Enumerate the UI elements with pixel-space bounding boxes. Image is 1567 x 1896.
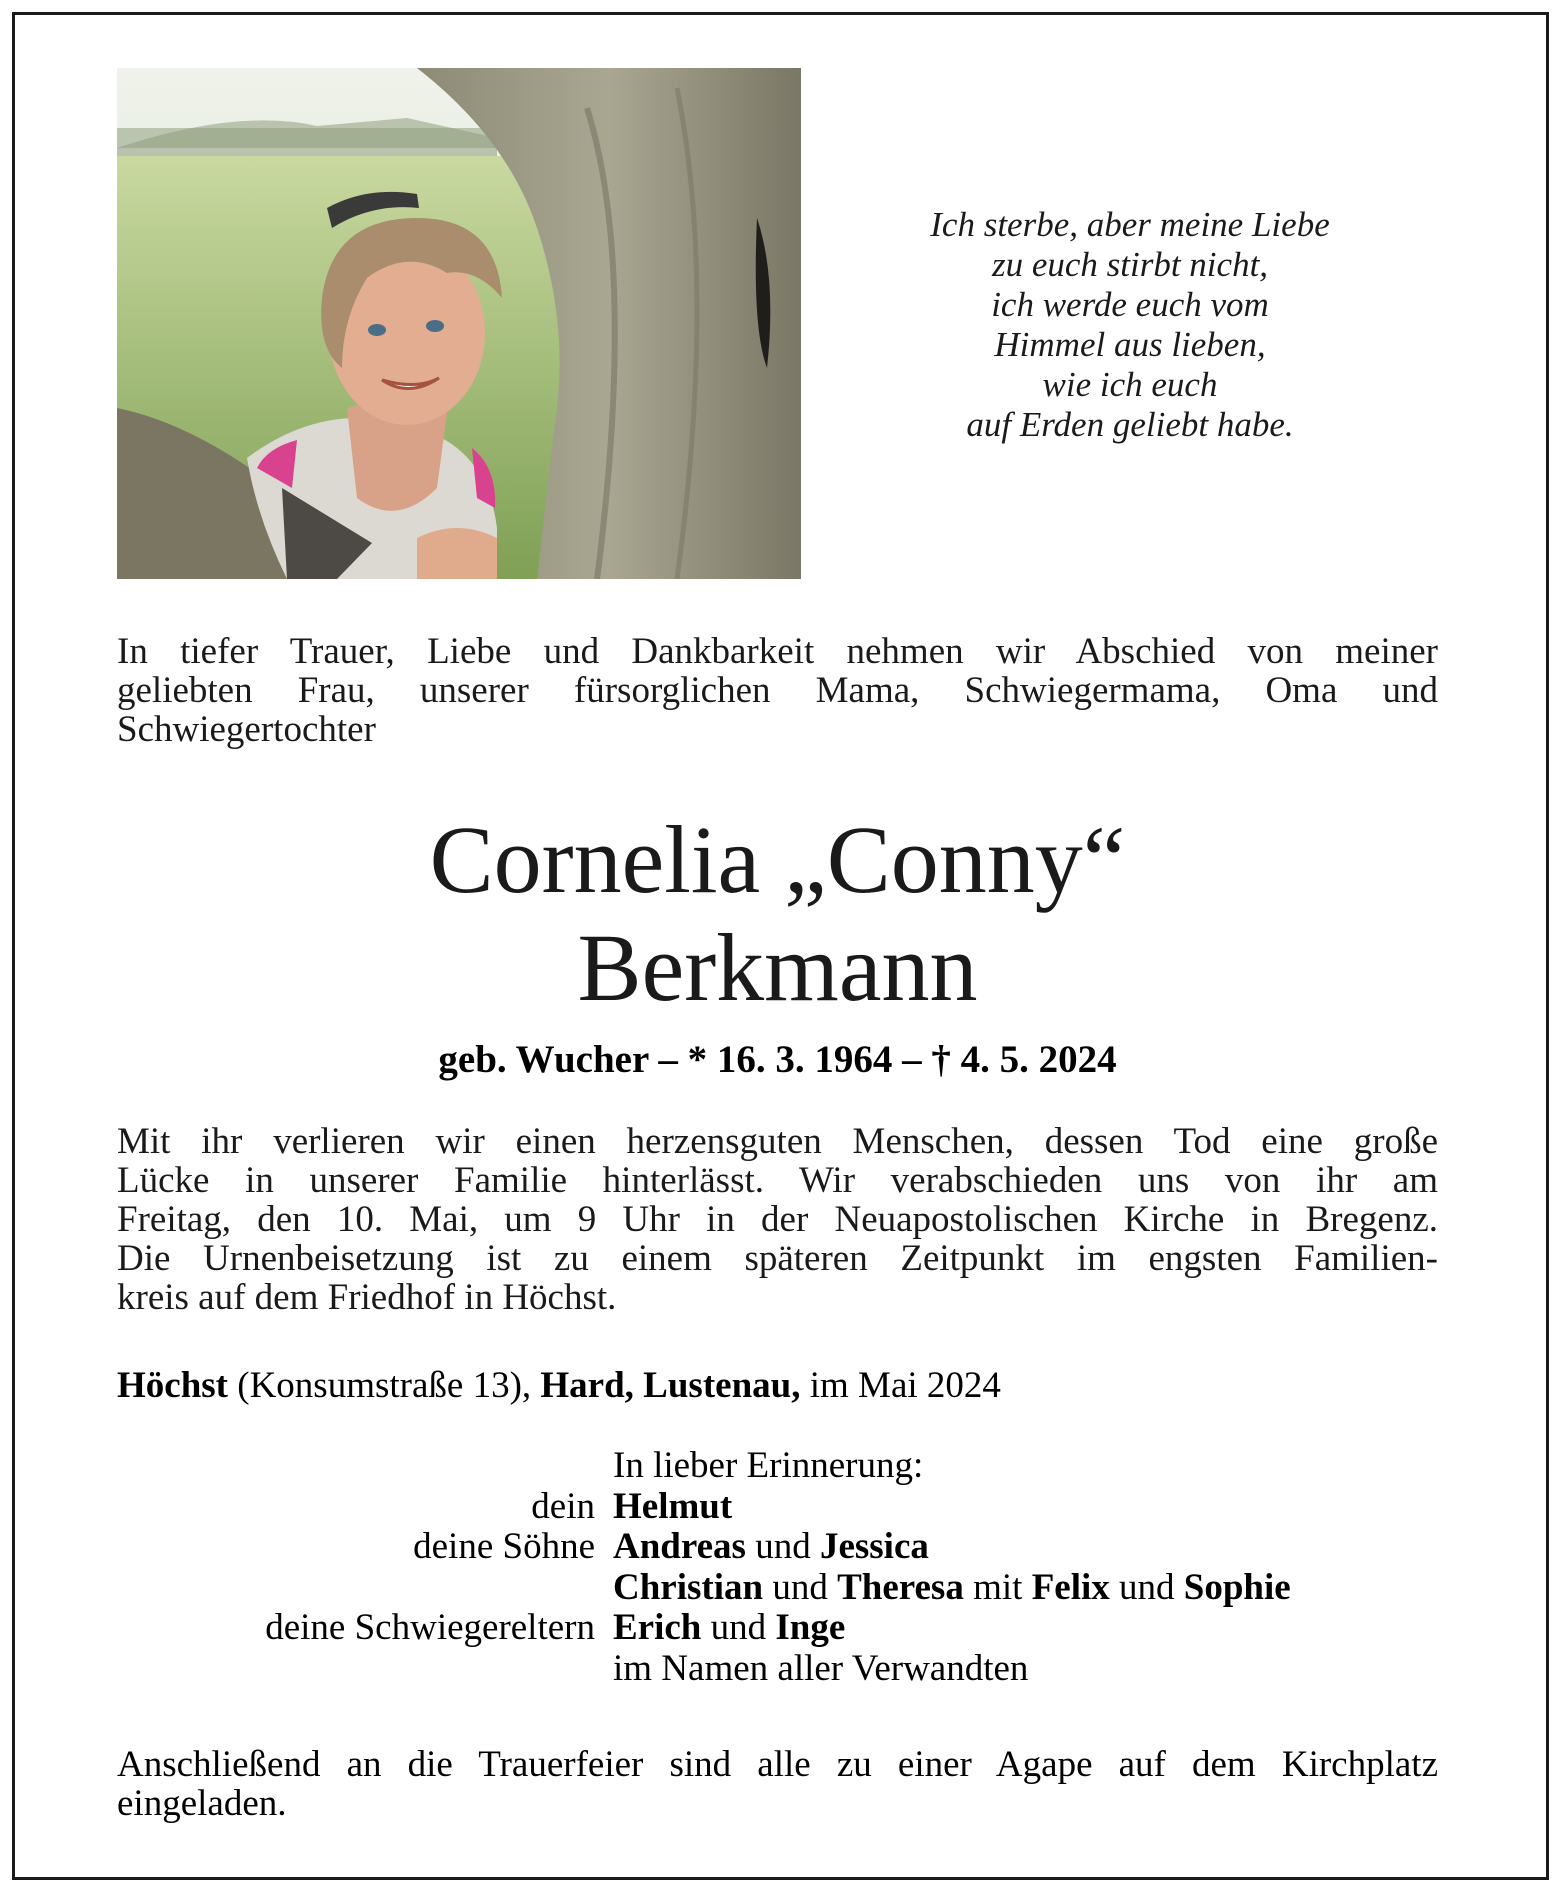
poem-line: auf Erden geliebt habe. [966, 405, 1294, 444]
outro-line: Anschließend an die Trauerfeier sind alle zu einer Agape auf dem Kirchplatz [117, 1744, 1438, 1785]
mourner-name: Helmut [613, 1485, 733, 1527]
announcement-line: kreis auf dem Friedhof in Höchst. [117, 1277, 617, 1318]
announcement-line: Freitag, den 10. Mai, um 9 Uhr in der Neuapostolischen Kirche in Bregenz. [117, 1199, 1438, 1240]
intro-line: geliebten Frau, unserer fürsorglichen Mama, Schwiegermama, Oma und [117, 670, 1438, 711]
poem-line: wie ich euch [1042, 365, 1218, 404]
outro-line: eingeladen. [117, 1783, 287, 1824]
place-date: im Mai 2024 [800, 1365, 1001, 1406]
signoff-heading-row [117, 1446, 1438, 1487]
mourner-row-relatives [117, 1649, 1438, 1690]
conjunction: und [1119, 1566, 1175, 1608]
mourner-name: Christian [613, 1566, 764, 1608]
announcement-line: Lücke in unserer Familie hinterlässt. Wir verabschieden uns von ihr am [117, 1160, 1438, 1201]
conjunction: mit [973, 1566, 1023, 1608]
intro-paragraph [117, 632, 1438, 749]
relatives-note: im Namen aller Verwandten [613, 1647, 1029, 1689]
announcement-paragraph [117, 1122, 1438, 1317]
relation-label: deine Schwiegereltern [265, 1607, 595, 1648]
mourner-name: Sophie [1183, 1566, 1291, 1608]
mourner-row-sons-2 [117, 1568, 1438, 1609]
announcement-line: Die Urnenbeisetzung ist zu einem späteren Zeitpunkt im engsten Familien- [117, 1238, 1438, 1279]
conjunction: und [772, 1566, 828, 1608]
deceased-name-line2: Berkmann [577, 914, 978, 1021]
portrait-illustration [117, 68, 801, 579]
conjunction: und [710, 1607, 767, 1648]
mourner-row-husband [117, 1487, 1438, 1528]
poem-line: ich werde euch vom [991, 285, 1269, 324]
place-towns2: Hard, Lustenau, [540, 1365, 801, 1406]
relation-label: deine Söhne [413, 1526, 595, 1567]
mourner-name: Erich [613, 1607, 702, 1648]
place-date-line [117, 1364, 1438, 1408]
relation-label: dein [531, 1485, 595, 1527]
portrait-photo [117, 68, 801, 579]
memorial-poem [880, 205, 1380, 445]
agape-invitation [117, 1745, 1438, 1823]
deceased-name [117, 806, 1438, 1022]
deceased-name-line1: Cornelia „Conny“ [429, 806, 1126, 913]
mourner-row-sons [117, 1527, 1438, 1568]
place-address: (Konsumstraße 13), [228, 1365, 541, 1406]
signoff-heading: In lieber Erinnerung: [613, 1445, 924, 1486]
birth-death-dates: geb. Wucher – * 16. 3. 1964 – † 4. 5. 2024 [438, 1038, 1117, 1081]
mourner-row-inlaws [117, 1608, 1438, 1649]
mourner-name: Felix [1031, 1566, 1110, 1608]
mourner-name: Andreas [613, 1526, 746, 1567]
poem-line: zu euch stirbt nicht, [991, 245, 1269, 284]
intro-line: Schwiegertochter [117, 709, 376, 750]
mourner-name: Inge [775, 1607, 846, 1648]
conjunction: und [755, 1526, 811, 1567]
place-town1: Höchst [117, 1365, 228, 1406]
mourners-list [117, 1446, 1438, 1689]
mourner-name: Jessica [819, 1526, 929, 1567]
poem-line: Himmel aus lieben, [994, 325, 1266, 364]
intro-line: In tiefer Trauer, Liebe und Dankbarkeit nehmen wir Abschied von meiner [117, 631, 1438, 672]
mourner-name: Theresa [837, 1566, 964, 1608]
poem-line: Ich sterbe, aber meine Liebe [930, 205, 1330, 244]
announcement-line: Mit ihr verlieren wir einen herzensguten Menschen, dessen Tod eine große [117, 1121, 1438, 1162]
